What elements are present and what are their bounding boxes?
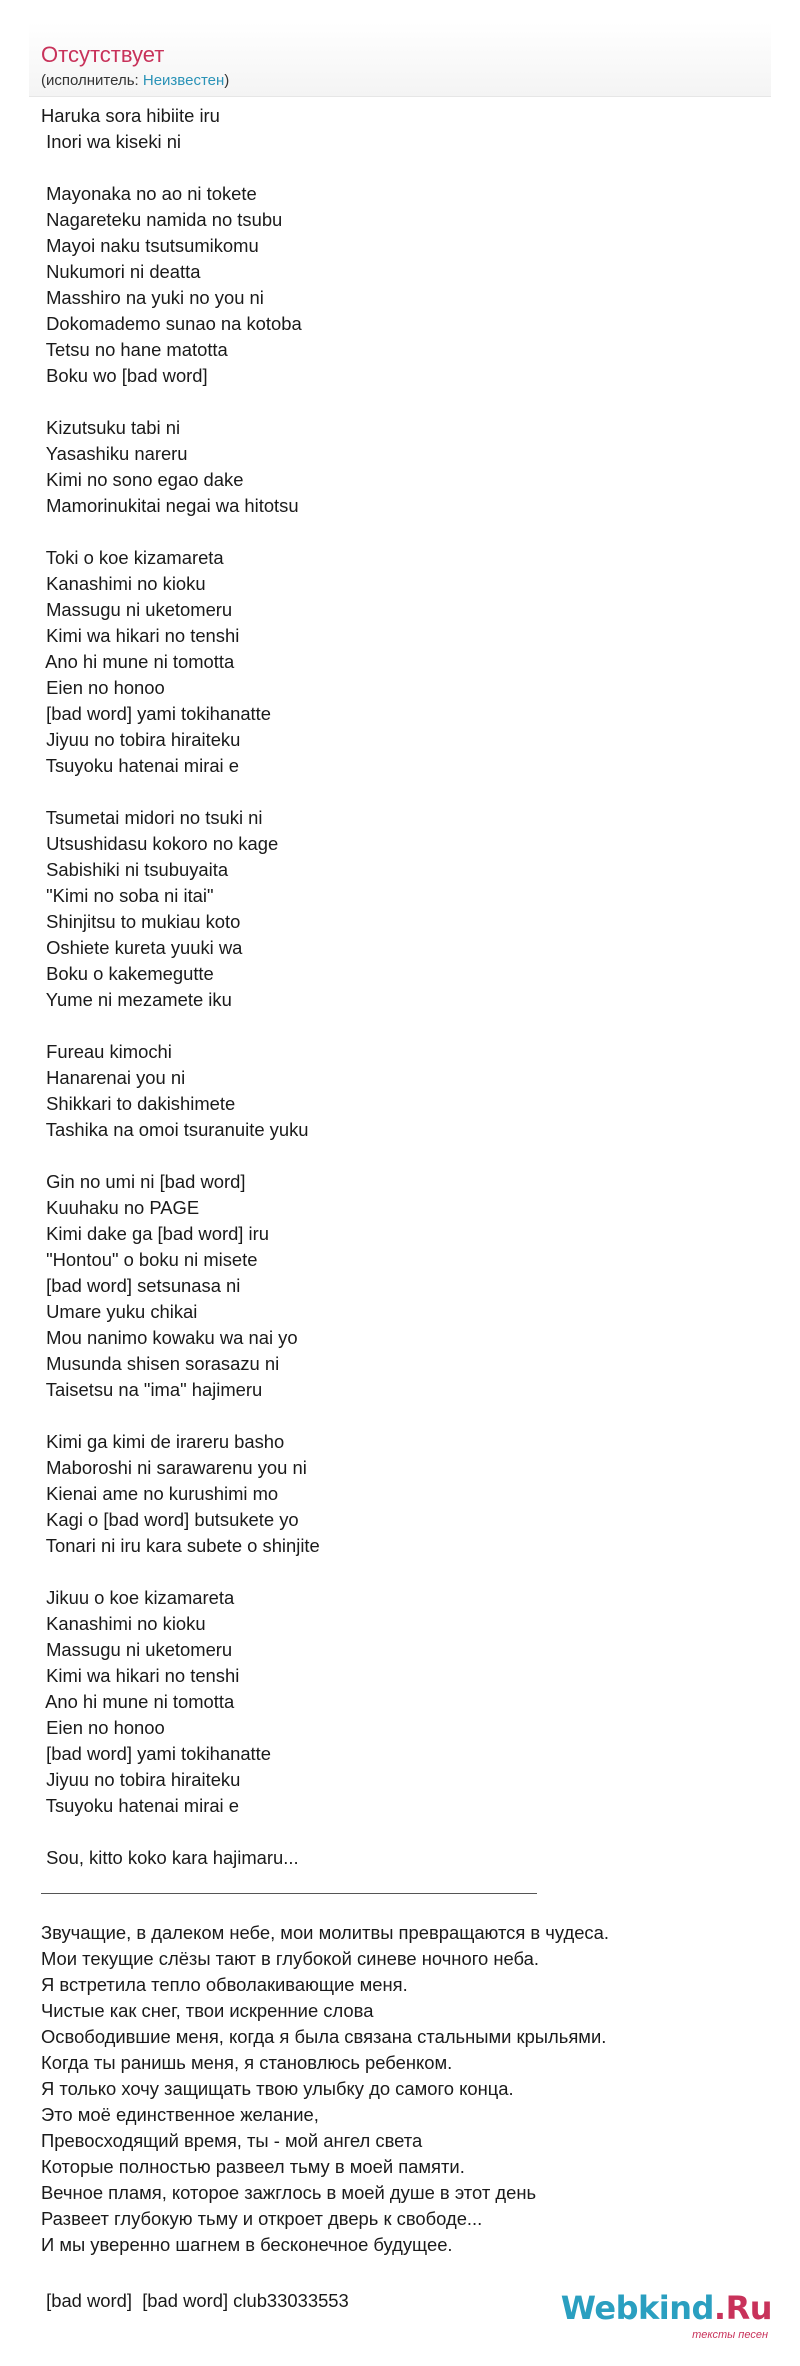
divider-line xyxy=(41,1893,537,1894)
logo-tld: Ru xyxy=(725,2289,772,2327)
translation-text: Звучащие, в далеком небе, мои молитвы превращаются в чудеса. Мои текущие слёзы тают в глубокой синеве ночного неба. Я встретила тепло обволакивающие меня. Чистые как снег, твои искренние слова Освободившие меня, когда я была связана стальными крыльями. Когда ты ранишь меня, я становлюсь ребенком. Я только хочу защищать твою улыбку до самого конца. Это моё единственное желание, Превосходящий время, ты - мой ангел света Которые полностью развеел тьму в моей памяти. Вечное пламя, которое зажглось в моей душе в этот день Развеет глубокую тьму и откроет дверь к свободе... И мы уверенно шагнем в бесконечное будущее. xyxy=(41,1922,609,2255)
artist-link[interactable]: Неизвестен xyxy=(142,72,225,89)
artist-line xyxy=(41,72,229,89)
artist-prefix: (исполнитель: xyxy=(41,72,143,89)
artist-suffix: ) xyxy=(224,72,230,89)
song-title: Отсутствует xyxy=(41,42,165,67)
logo-word: Webkind xyxy=(560,2289,714,2327)
logo-wordmark xyxy=(561,2289,772,2327)
site-logo[interactable] xyxy=(560,2289,772,2345)
logo-dot: . xyxy=(713,2289,726,2327)
lyrics-text: Haruka sora hibiite iru Inori wa kiseki ni Mayonaka no ao ni tokete Nagareteku namida no tsubu Mayoi naku tsutsumikomu Nukumori ni deatta Masshiro na yuki no you ni Dokomademo sunao na kotoba Tetsu no hane matotta Boku wo [bad word] Kizutsuku tabi ni Yasashiku nareru Kimi no sono egao dake Mamorinukitai negai wa hitotsu Toki o koe kizamareta Kanashimi no kioku Massugu ni uketomeru Kimi wa hikari no tenshi Ano hi mune ni tomotta Eien no honoo [bad word] yami tokihanatte Jiyuu no tobira hiraiteku Tsuyoku hatenai mirai e Tsumetai midori no tsuki ni Utsushidasu kokoro no kage Sabishiki ni tsubuyaita "Kimi no soba ni itai" Shinjitsu to mukiau koto Oshiete kureta yuuki wa Boku o kakemegutte Yume ni mezamete iku Fureau kimochi Hanarenai you ni Shikkari to dakishimete Tashika na omoi tsuranuite yuku Gin no umi ni [bad word] Kuuhaku no PAGE Kimi dake ga [bad word] iru "Hontou" o boku ni misete [bad word] setsunasa ni Umare yuku chikai Mou nanimo kowaku wa nai yo Musunda shisen sorasazu ni Taisetsu na "ima" hajimeru Kimi ga kimi de irareru basho Maboroshi ni sarawarenu you ni Kienai ame no kurushimi mo Kagi o [bad word] butsukete yo Tonari ni iru kara subete o shinjite Jikuu o koe kizamareta Kanashimi no kioku Massugu ni uketomeru Kimi wa hikari no tenshi Ano hi mune ni tomotta Eien no honoo [bad word] yami tokihanatte Jiyuu no tobira hiraiteku Tsuyoku hatenai mirai e Sou, kitto koko kara hajimaru... xyxy=(41,105,320,1868)
song-header xyxy=(29,22,771,97)
logo-tagline: тексты песен xyxy=(692,2329,768,2341)
footer-text: [bad word] [bad word] club33033553 xyxy=(41,2290,349,2311)
